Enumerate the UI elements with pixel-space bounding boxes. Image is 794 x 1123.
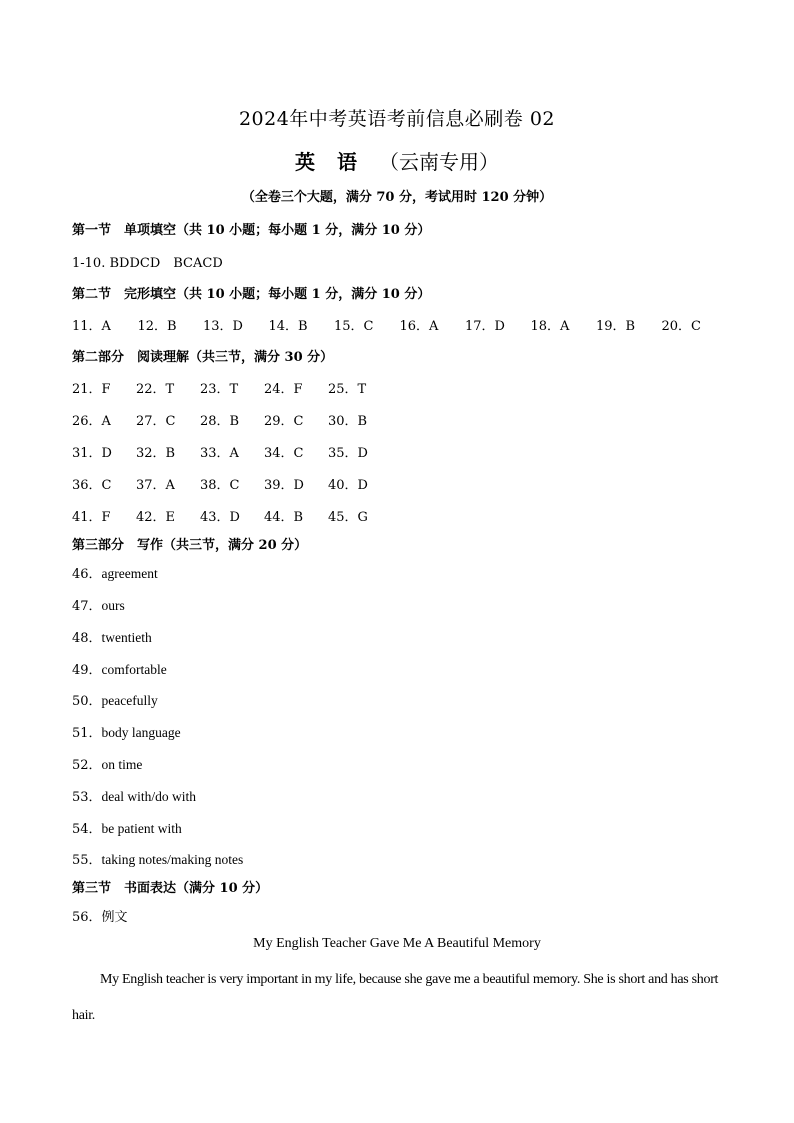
answer-item: 39．D <box>264 478 304 493</box>
part2-row <box>72 442 392 461</box>
fill-answer <box>72 595 125 614</box>
answer-item: 12．B <box>137 319 177 334</box>
answer-text: ours <box>101 598 125 613</box>
answer-item: 24．F <box>264 382 303 397</box>
subject-line <box>0 146 794 175</box>
essay-paragraph: My English teacher is very important in my life, because she gave me a beautiful memory. She is short and has short hair. <box>72 972 719 1023</box>
answer-item: 27．C <box>136 414 176 429</box>
part2-row <box>72 410 392 429</box>
fill-answer <box>72 563 158 582</box>
answer-item: 18．A <box>530 319 570 334</box>
answer-item: 22．T <box>136 382 175 397</box>
question-number: 50． <box>72 694 102 709</box>
answer-text: be patient with <box>101 821 182 836</box>
answer-item: 14．B <box>268 319 308 334</box>
answer-item: 25．T <box>328 382 367 397</box>
answer-item: 35．D <box>328 446 368 461</box>
fill-answer <box>72 754 142 773</box>
answer-item: 26．A <box>72 414 111 429</box>
section3-heading: 第三节 书面表达（满分 10 分） <box>72 881 269 896</box>
answer-text: on time <box>101 757 143 772</box>
answer-item: 19．B <box>596 319 636 334</box>
answer-text: comfortable <box>101 662 167 677</box>
answer-text: agreement <box>101 566 158 581</box>
answer-item: 45．G <box>328 510 368 525</box>
document-title: 2024年中考英语考前信息必刷卷 02 <box>238 108 556 130</box>
answer-item: 28．B <box>200 414 240 429</box>
question-number: 53． <box>72 790 102 805</box>
answer-item: 41．F <box>72 510 111 525</box>
answer-item: 29．C <box>264 414 304 429</box>
fill-answer <box>72 722 181 741</box>
answer-text: peacefully <box>101 693 158 708</box>
answer-item: 30．B <box>328 414 368 429</box>
answer-item: 43．D <box>200 510 240 525</box>
subject-name: 英语 <box>295 150 379 174</box>
question-number: 51． <box>72 726 102 741</box>
answer-item: 44．B <box>264 510 304 525</box>
subject-region-note: （云南专用） <box>379 150 499 174</box>
question-number: 46． <box>72 567 102 582</box>
section2-heading: 第二节 完形填空（共 10 小题；每小题 1 分，满分 10 分） <box>72 287 431 302</box>
fill-answer <box>72 818 182 837</box>
answer-item: 20．C <box>661 319 701 334</box>
answer-text: taking notes/making notes <box>101 852 244 867</box>
answer-item: 13．D <box>203 319 243 334</box>
answer-item: 38．C <box>200 478 240 493</box>
section1-answers: 1-10. BDDCD BCACD <box>72 256 223 271</box>
answer-item: 34．C <box>264 446 304 461</box>
answer-item: 42．E <box>136 510 176 525</box>
part2-heading: 第二部分 阅读理解（共三节，满分 30 分） <box>72 350 334 365</box>
question-number: 48． <box>72 631 102 646</box>
part2-row <box>72 378 392 397</box>
answer-item: 21．F <box>72 382 111 397</box>
answer-item: 40．D <box>328 478 368 493</box>
answer-item: 17．D <box>465 319 505 334</box>
part2-row <box>72 506 392 525</box>
answer-item: 31．D <box>72 446 112 461</box>
fill-answer <box>72 786 196 805</box>
exam-info-note: （全卷三个大题，满分 70 分，考试用时 120 分钟） <box>241 190 553 205</box>
essay-title: My English Teacher Gave Me A Beautiful Memory <box>253 936 541 951</box>
answer-item: 36．C <box>72 478 112 493</box>
answer-item: 11．A <box>72 319 111 334</box>
answer-item: 15．C <box>334 319 374 334</box>
answer-item: 32．B <box>136 446 176 461</box>
answer-item: 33．A <box>200 446 239 461</box>
fill-answer <box>72 627 152 646</box>
answer-item: 16．A <box>399 319 439 334</box>
question-number: 52． <box>72 758 102 773</box>
fill-answer <box>72 849 243 868</box>
part3-heading: 第三部分 写作（共三节，满分 20 分） <box>72 538 308 553</box>
answer-text: body language <box>101 725 181 740</box>
answer-item: 23．T <box>200 382 239 397</box>
question-number: 47． <box>72 599 102 614</box>
fill-answer <box>72 690 158 709</box>
answer-item: 37．A <box>136 478 175 493</box>
section2-answers <box>72 315 727 334</box>
question-number: 49． <box>72 663 102 678</box>
part2-row <box>72 474 392 493</box>
question-56-label: 56．例文 <box>72 910 128 925</box>
section1-heading: 第一节 单项填空（共 10 小题；每小题 1 分，满分 10 分） <box>72 223 431 238</box>
answer-text: deal with/do with <box>101 789 197 804</box>
question-number: 54． <box>72 822 102 837</box>
fill-answer <box>72 659 167 678</box>
question-number: 55． <box>72 853 102 868</box>
answer-text: twentieth <box>101 630 152 645</box>
